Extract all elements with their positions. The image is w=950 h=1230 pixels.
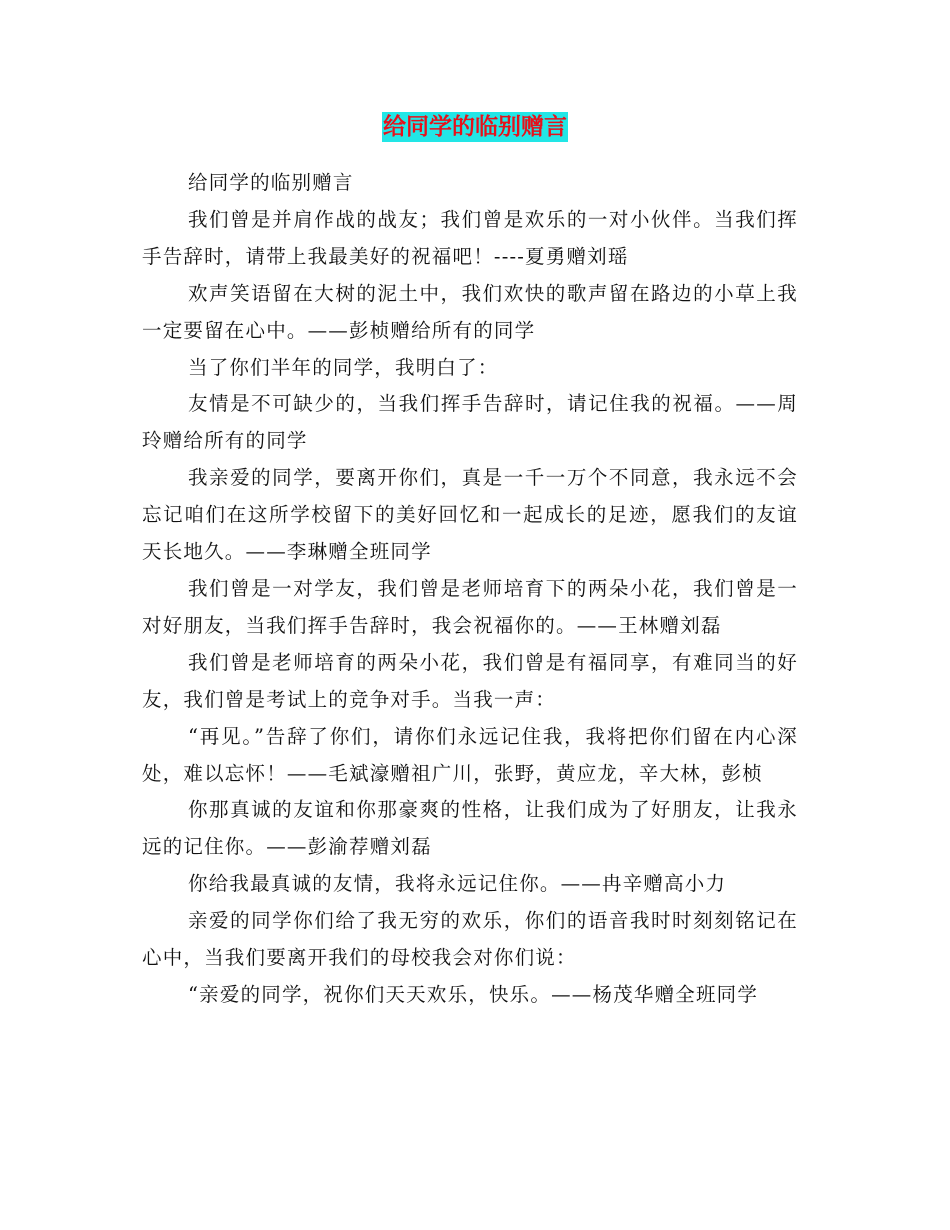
- paragraph-heading: 给同学的临别赠言: [188, 171, 354, 194]
- paragraph: 我们曾是一对学友，我们曾是老师培育下的两朵小花，我们曾是一对好朋友，当我们挥手告辞时，我会祝福你的。——王林赠刘磊: [142, 576, 798, 637]
- paragraph: 我们曾是老师培育的两朵小花，我们曾是有福同享，有难同当的好友，我们曾是考试上的竞争对手。当我一声：: [142, 650, 798, 711]
- paragraph: 当了你们半年的同学，我明白了：: [188, 355, 499, 379]
- paragraph: “再见。”告辞了你们，请你们永远记住我，我将把你们留在内心深处，难以忘怀！——毛斌濠赠祖广川，张野，黄应龙，辛大林，彭桢: [142, 724, 798, 785]
- paragraph: 我们曾是并肩作战的战友；我们曾是欢乐的一对小伙伴。当我们挥手告辞时，请带上我最美好的祝福吧！----夏勇赠刘瑶: [142, 207, 798, 268]
- paragraph: 你给我最真诚的友情，我将永远记住你。——冉辛赠高小力: [188, 872, 727, 896]
- title-container: [0, 112, 950, 142]
- paragraph: 亲爱的同学你们给了我无穷的欢乐，你们的语音我时时刻刻铭记在心中，当我们要离开我们的母校我会对你们说：: [142, 909, 798, 970]
- paragraph: 我亲爱的同学，要离开你们，真是一千一万个不同意，我永远不会忘记咱们在这所学校留下的美好回忆和一起成长的足迹，愿我们的友谊天长地久。——李琳赠全班同学: [142, 466, 798, 564]
- paragraph: 友情是不可缺少的，当我们挥手告辞时，请记住我的祝福。——周玲赠给所有的同学: [142, 392, 798, 453]
- paragraph: 欢声笑语留在大树的泥土中，我们欢快的歌声留在路边的小草上我一定要留在心中。——彭桢赠给所有的同学: [142, 281, 798, 342]
- paragraph: “亲爱的同学，祝你们天天欢乐，快乐。——杨茂华赠全班同学: [188, 982, 759, 1006]
- document-body: [142, 165, 798, 1014]
- paragraph: 你那真诚的友谊和你那豪爽的性格，让我们成为了好朋友，让我永远的记住你。——彭渝荐赠刘磊: [142, 798, 798, 859]
- document-title: 给同学的临别赠言: [383, 114, 567, 140]
